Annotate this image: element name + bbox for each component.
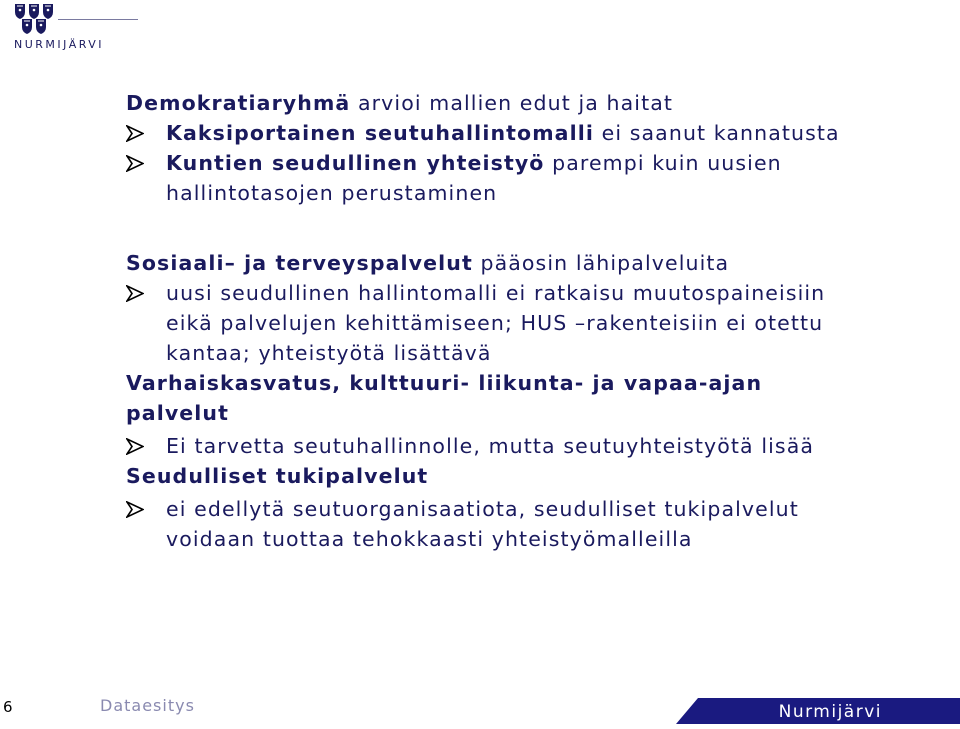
bullet-item — [126, 148, 926, 208]
bullet-text: Ei tarvetta seutuhallinnolle, mutta seutuyhteistyötä lisää — [166, 434, 815, 458]
heading-rest-text: pääosin lähipalveluita — [472, 251, 730, 275]
section-heading-tukipalvelut — [126, 461, 926, 491]
bullet-item — [126, 278, 866, 368]
bullet-item — [126, 431, 926, 461]
heading-bold-text: Seudulliset tukipalvelut — [126, 464, 429, 488]
heading-bold-text: Demokratiaryhmä — [126, 91, 351, 115]
coat-of-arms-icon — [12, 2, 56, 36]
section-heading-varhaiskasvatus — [126, 368, 826, 428]
logo-text: NURMIJÄRVI — [14, 38, 105, 51]
footer-brand: Nurmijärvi — [778, 702, 882, 722]
bullet-text: parempi kuin uusien hallintotasojen perustaminen — [166, 151, 782, 205]
arrow-bullet-icon — [126, 438, 144, 455]
arrow-bullet-icon — [126, 501, 144, 518]
nurmijarvi-logo — [6, 2, 136, 54]
logo-divider — [58, 19, 138, 20]
bullet-text: ei saanut kannatusta — [594, 121, 840, 145]
slide-content — [126, 88, 926, 554]
bullet-item — [126, 118, 926, 148]
arrow-bullet-icon — [126, 125, 144, 142]
heading-bold-text: Sosiaali– ja terveyspalvelut — [126, 251, 473, 275]
arrow-bullet-icon — [126, 285, 144, 302]
page-number: 6 — [3, 698, 13, 716]
bullet-bold-text: Kuntien seudullinen yhteistyö — [166, 151, 545, 175]
bullet-item — [126, 494, 876, 554]
section-heading-demokratiaryhma — [126, 88, 926, 118]
arrow-bullet-icon — [126, 155, 144, 172]
heading-bold-text: Varhaiskasvatus, kulttuuri- liikunta- ja vapaa-ajan palvelut — [126, 371, 763, 425]
heading-rest-text: arvioi mallien edut ja haitat — [350, 91, 674, 115]
section-heading-sosiaali — [126, 248, 926, 278]
section-spacer — [126, 208, 926, 248]
bullet-text: ei edellytä seutuorganisaatiota, seudulliset tukipalvelut voidaan tuottaa tehokkaasti yhteistyömalleilla — [166, 497, 799, 551]
footer-title: Dataesitys — [100, 696, 195, 715]
bullet-bold-text: Kaksiportainen seutuhallintomalli — [166, 121, 594, 145]
bullet-text: uusi seudullinen hallintomalli ei ratkaisu muutospaineisiin eikä palvelujen kehittämiseen; HUS –rakenteisiin ei otettu kantaa; yhteistyötä lisättävä — [166, 281, 826, 365]
